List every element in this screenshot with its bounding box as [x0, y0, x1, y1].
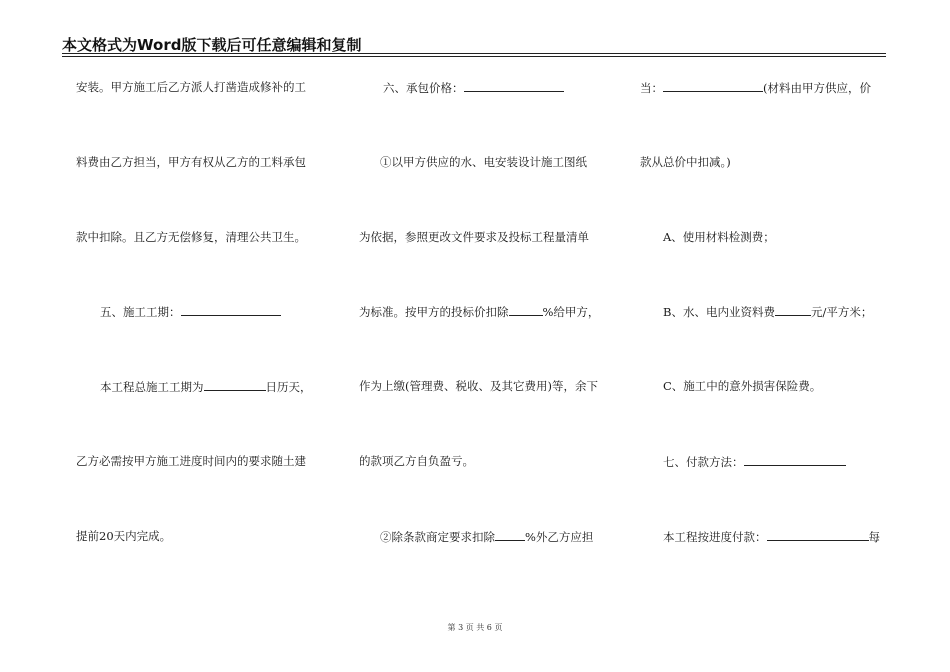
contract-price-blank: [464, 80, 564, 92]
left-line-2: 料费由乙方担当，甲方有权从乙方的工料承包: [76, 155, 306, 169]
header-rule-top: [62, 53, 886, 54]
construction-period-heading: 五、施工工期：: [100, 305, 181, 319]
middle-line-3: 为依据，参照更改文件要求及投标工程量清单: [359, 230, 589, 244]
left-line-5: [100, 379, 312, 394]
deduction-text: 为标准。按甲方的投标价扣除: [359, 305, 509, 319]
progress-payment-text: 本工程按进度付款：: [663, 530, 767, 544]
bear-amount-blank: [663, 80, 763, 92]
middle-line-5: 作为上缴(管理费、税收、及其它费用)等，余下: [359, 379, 598, 393]
bear-label: 当：: [640, 81, 663, 95]
payment-method-blank: [744, 454, 846, 466]
header-rule-bottom: [62, 56, 886, 57]
total-period-text: 本工程总施工工期为: [100, 380, 204, 394]
deduction-to-party-a-text: %给甲方，: [542, 305, 600, 319]
right-line-1: [640, 80, 871, 95]
left-line-1: 安装。甲方施工后乙方派人打凿造成修补的工: [76, 80, 306, 94]
middle-line-1: [383, 80, 564, 95]
right-line-6: [663, 454, 846, 469]
total-days-blank: [204, 379, 266, 391]
deduction-percent-blank: [509, 304, 543, 316]
party-b-bears-text: %外乙方应担: [525, 530, 594, 544]
docs-fee-text: B、水、电内业资料费: [663, 305, 775, 319]
material-supply-note: (材料由甲方供应，价: [763, 81, 871, 95]
contract-price-heading: 六、承包价格：: [383, 81, 464, 95]
clause-percent-blank: [495, 529, 525, 541]
right-line-4: [663, 304, 872, 319]
right-line-5: C、施工中的意外损害保险费。: [663, 379, 822, 393]
docs-fee-unit: 元/平方米；: [810, 305, 873, 319]
middle-line-4: [359, 304, 599, 319]
left-line-3: 款中扣除。且乙方无偿修复，清理公共卫生。: [76, 230, 306, 244]
left-line-6: 乙方必需按甲方施工进度时间内的要求随土建: [76, 454, 306, 468]
construction-period-blank: [181, 304, 281, 316]
right-line-2: 款从总价中扣减。): [640, 155, 731, 169]
document-header-title: 本文格式为Word版下载后可任意编辑和复制: [62, 36, 362, 54]
calendar-days-text: 日历天，: [265, 380, 312, 394]
middle-line-2: ①以甲方供应的水、电安装设计施工图纸: [380, 155, 587, 169]
left-line-7: 提前20天内完成。: [76, 529, 172, 543]
middle-line-6: 的款项乙方自负盈亏。: [359, 454, 474, 468]
page-number-footer: 第 3 页 共 6 页: [447, 623, 503, 632]
clause-deduction-text: ②除条款商定要求扣除: [380, 530, 495, 544]
middle-line-7: [380, 529, 593, 544]
right-line-3: A、使用材料检测费；: [663, 230, 775, 244]
docs-fee-blank: [775, 304, 811, 316]
right-line-7: [663, 529, 880, 544]
left-line-4: [100, 304, 281, 319]
per-text: 每: [868, 530, 880, 544]
payment-method-heading: 七、付款方法：: [663, 455, 744, 469]
progress-payment-blank: [767, 529, 869, 541]
